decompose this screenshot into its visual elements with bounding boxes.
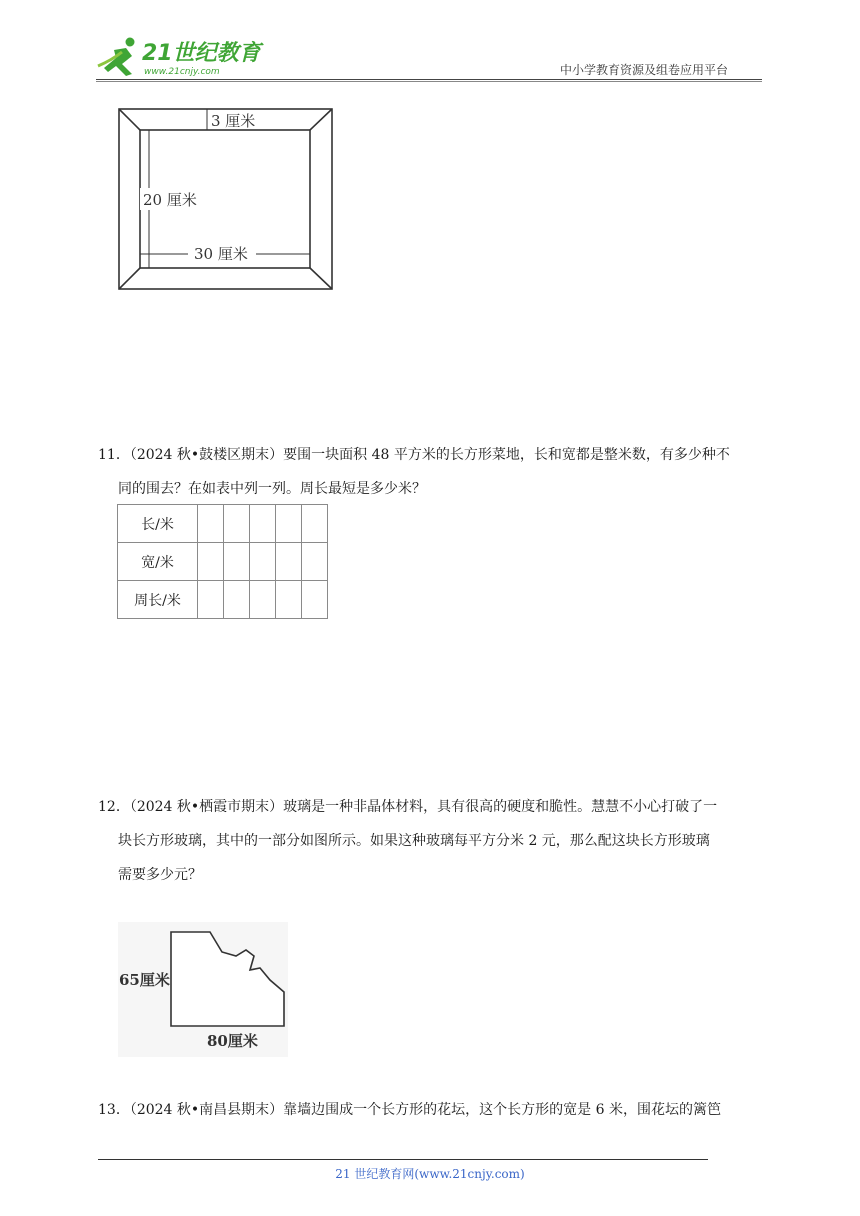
table-cell	[276, 543, 302, 581]
platform-title: 中小学教育资源及组卷应用平台	[560, 63, 729, 77]
runner-icon	[98, 38, 135, 77]
question-11	[98, 438, 764, 506]
table-cell	[198, 581, 224, 619]
table-cell	[250, 543, 276, 581]
question-12-line-1: 12．（2024 秋•栖霞市期末）玻璃是一种非晶体材料，具有很高的硬度和脆性。慧慧不小心打破了一	[98, 799, 718, 815]
question-11-line-2: 同的围去？在如表中列一列。周长最短是多少米？	[118, 481, 426, 497]
table-cell	[224, 543, 250, 581]
glass-width-label: 80厘米	[207, 1032, 258, 1050]
table-cell	[198, 543, 224, 581]
table-cell	[224, 505, 250, 543]
header-divider-thin	[96, 81, 762, 82]
header-divider	[96, 79, 762, 80]
table-cell	[198, 505, 224, 543]
broken-glass-diagram	[118, 922, 288, 1057]
table-row	[118, 581, 328, 619]
table-cell	[302, 505, 328, 543]
table-cell	[276, 505, 302, 543]
table-row	[118, 505, 328, 543]
site-logo	[92, 34, 267, 80]
question-13-line-1: 13．（2024 秋•南昌县期末）靠墙边围成一个长方形的花坛，这个长方形的宽是 6 米，围花坛的篱笆	[98, 1102, 721, 1118]
logo-text: 21世纪教育	[142, 41, 261, 66]
row-label-width: 宽/米	[118, 543, 198, 581]
footer-link[interactable]: 21 世纪教育网(www.21cnjy.com)	[335, 1167, 525, 1181]
question-13	[98, 1093, 764, 1127]
table-cell	[276, 581, 302, 619]
row-label-perimeter: 周长/米	[118, 581, 198, 619]
glass-height-label: 65厘米	[119, 971, 170, 989]
table-cell	[224, 581, 250, 619]
table-cell	[250, 505, 276, 543]
footer-divider	[98, 1159, 708, 1160]
row-label-length: 长/米	[118, 505, 198, 543]
question-12-line-2: 块长方形玻璃，其中的一部分如图所示。如果这种玻璃每平方分米 2 元，那么配这块长方形玻璃	[118, 833, 710, 849]
answer-table	[117, 504, 328, 619]
frame-diagram	[118, 108, 333, 291]
table-cell	[250, 581, 276, 619]
table-cell	[302, 543, 328, 581]
frame-bottom-label: 30 厘米	[194, 245, 248, 263]
logo-url-text: www.21cnjy.com	[144, 67, 220, 77]
question-12	[98, 790, 764, 892]
question-11-line-1: 11．（2024 秋•鼓楼区期末）要围一块面积 48 平方米的长方形菜地，长和宽都是整米数，有多少种不	[98, 447, 730, 463]
question-12-line-3: 需要多少元？	[118, 867, 202, 883]
frame-left-label: 20 厘米	[143, 191, 197, 209]
frame-top-label: 3 厘米	[211, 112, 256, 130]
table-cell	[302, 581, 328, 619]
table-row	[118, 543, 328, 581]
